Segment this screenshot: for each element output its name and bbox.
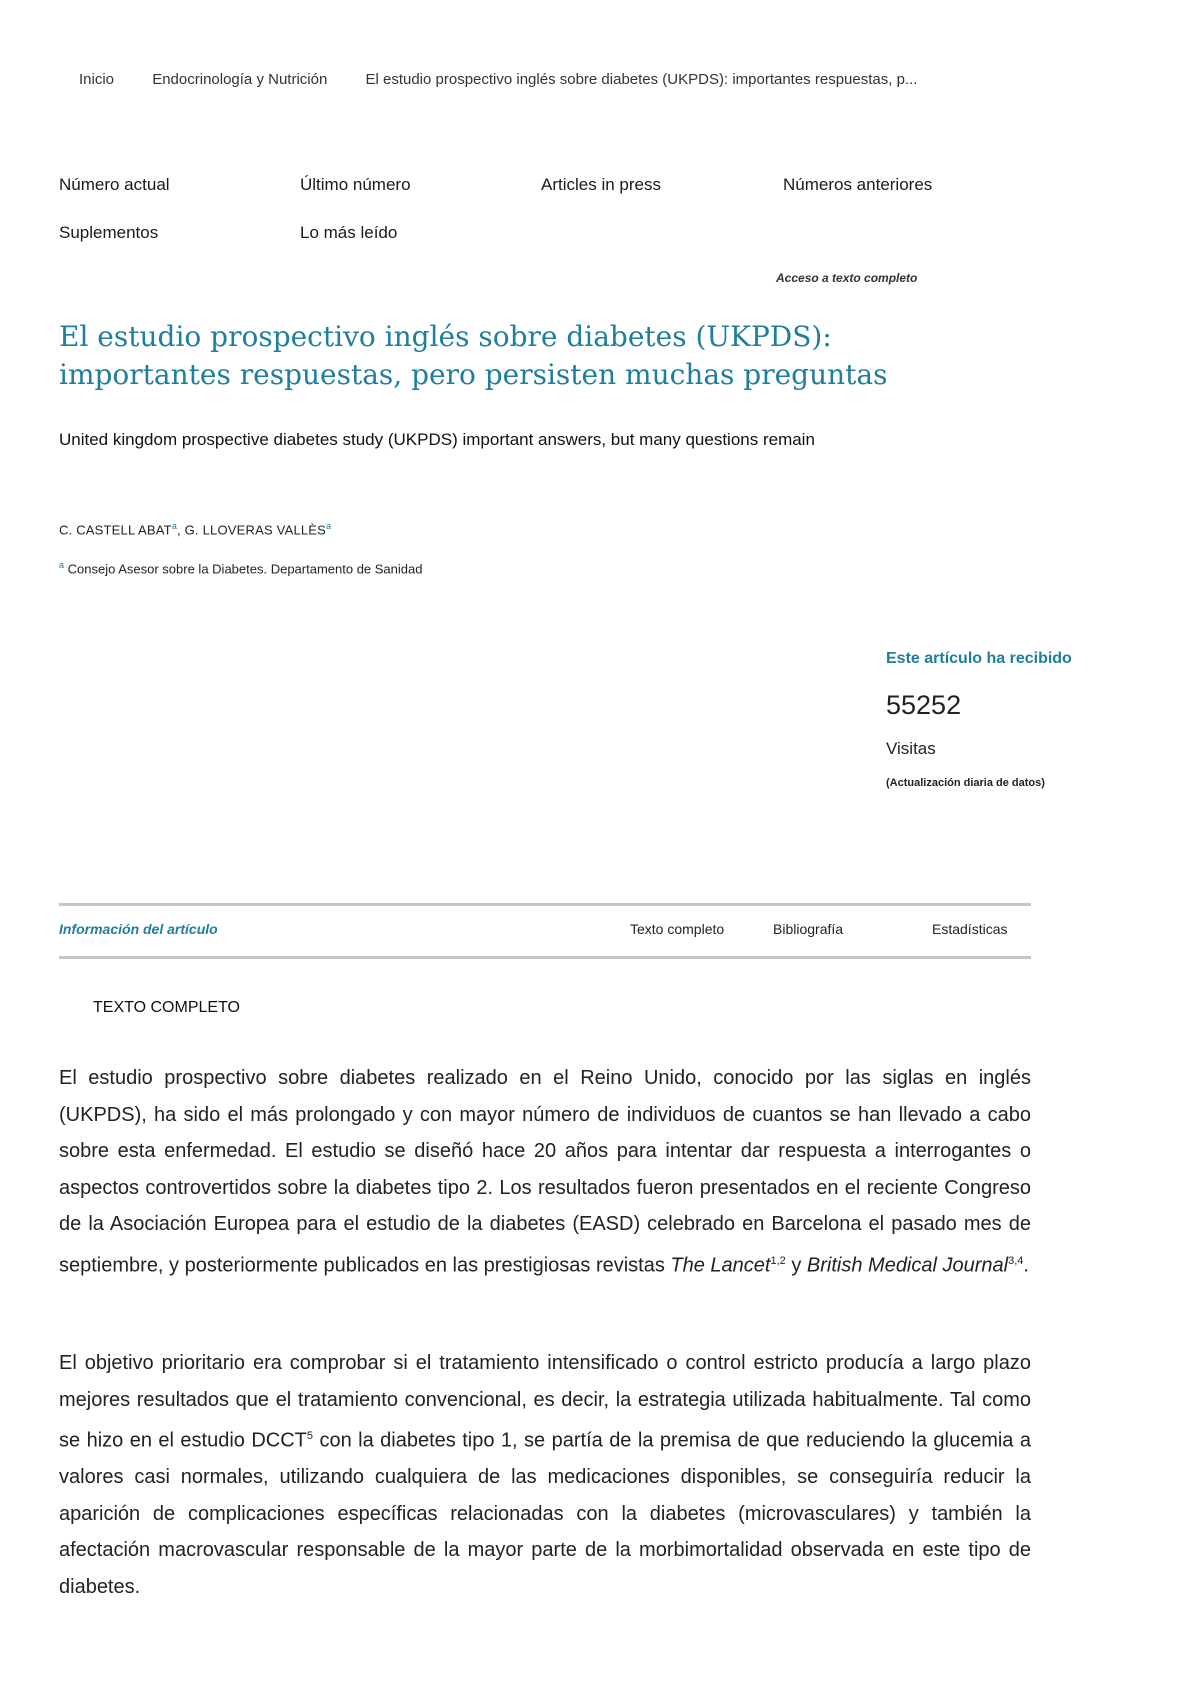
reference-marker[interactable]: 1,2 (770, 1254, 786, 1267)
visits-label: Visitas (886, 739, 936, 758)
article-english-title: United kingdom prospective diabetes study (UKPDS) important answers, but many questions remain (59, 430, 815, 449)
article-stats (886, 650, 1146, 789)
tab-statistics[interactable]: Estadísticas (932, 921, 1008, 937)
visit-count: 55252 (886, 690, 962, 720)
paragraph-text: El objetivo prioritario era comprobar si el tratamiento intensificado o control estricto producía a largo plazo mejores resultados que el tratamiento convencional, es decir, la estrategia utilizada habitualmente. Tal como se hizo en el estudio DCCT (59, 1352, 1031, 1452)
breadcrumb-current: El estudio prospectivo inglés sobre diabetes (UKPDS): importantes respuestas, p... (365, 71, 918, 88)
article-title-line2: importantes respuestas, pero persisten muchas preguntas (59, 358, 888, 391)
paragraph-text: . (1023, 1254, 1029, 1277)
authors (59, 521, 331, 537)
paragraph-text: El estudio prospectivo sobre diabetes realizado en el Reino Unido, conocido por las siglas en inglés (UKPDS), ha sido el más prolongado y con mayor número de individuos de cuantos se han llevado a cabo sobre esta enfermedad. El estudio se diseñó hace 20 años para intentar dar respuesta a interrogantes o aspectos controvertidos sobre la diabetes tipo 2. Los resultados fueron presentados en el reciente Congreso de la Asociación Europea para el estudio de la diabetes (EASD) celebrado en Barcelona el pasado mes de septiembre, y posteriormente publicados en las prestigiosas revistas (59, 1067, 1031, 1277)
author-affiliation-marker: a (326, 521, 332, 531)
tab-article-info[interactable]: Información del artículo (59, 921, 218, 937)
section-heading: TEXTO COMPLETO (93, 999, 240, 1016)
reference-marker[interactable]: 3,4 (1008, 1254, 1024, 1267)
article-title (59, 318, 939, 394)
author-name[interactable]: G. LLOVERAS VALLÈS (184, 522, 327, 538)
article-title-line1: El estudio prospectivo inglés sobre diabetes (UKPDS): (59, 320, 832, 353)
nav-suplementos[interactable]: Suplementos (59, 223, 159, 242)
nav-numero-actual[interactable]: Número actual (59, 175, 170, 194)
paragraph-text: con la diabetes tipo 1, se partía de la premisa de que reduciendo la glucemia a valores casi normales, utilizando cualquiera de las medicaciones disponibles, se conseguiría reducir la aparición de complicaciones específicas relacionadas con la diabetes (microvasculares) y también la afectación macrovascular responsable de la mayor parte de la morbimortalidad observada en este tipo de diabetes. (59, 1429, 1031, 1598)
full-text-access-label: Acceso a texto completo (776, 271, 918, 285)
nav-ultimo-numero[interactable]: Último número (300, 175, 411, 194)
breadcrumb-section-link[interactable]: Endocrinología y Nutrición (152, 71, 328, 88)
paragraph-text: y (785, 1254, 807, 1277)
nav-numeros-anteriores[interactable]: Números anteriores (783, 175, 933, 194)
journal-name: The Lancet (670, 1254, 771, 1277)
affiliation-marker: a (59, 560, 65, 570)
breadcrumb-home-link[interactable]: Inicio (79, 71, 115, 88)
nav-articles-in-press[interactable]: Articles in press (541, 175, 661, 194)
affiliation-text: Consejo Asesor sobre la Diabetes. Departamento de Sanidad (67, 561, 423, 577)
article-tabs (59, 903, 1031, 959)
affiliation (59, 560, 422, 576)
author-separator: , (177, 522, 185, 538)
breadcrumb (79, 71, 917, 88)
nav-lo-mas-leido[interactable]: Lo más leído (300, 223, 398, 242)
body-paragraph (59, 1060, 1031, 1284)
reference-marker[interactable]: 5 (306, 1430, 314, 1442)
stats-update-note: (Actualización diaria de datos) (886, 777, 1045, 789)
body-paragraph (59, 1345, 1031, 1605)
tab-bibliography[interactable]: Bibliografía (773, 921, 844, 937)
stats-label: Este artículo ha recibido (886, 650, 1072, 667)
author-affiliation-marker: a (171, 521, 178, 531)
journal-name: British Medical Journal (806, 1254, 1009, 1277)
tab-full-text[interactable]: Texto completo (630, 921, 725, 937)
author-name[interactable]: C. CASTELL ABAT (59, 522, 172, 538)
